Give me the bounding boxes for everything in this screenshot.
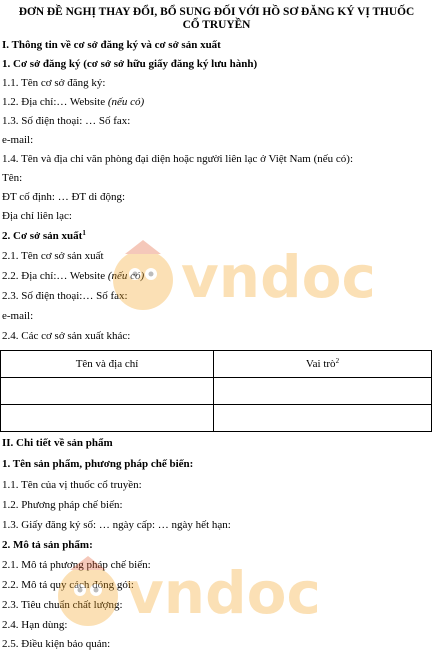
field-rep-phone: ĐT cố định: … ĐT di động: (2, 191, 126, 203)
section-2-heading: II. Chi tiết về sản phẩm (2, 437, 113, 449)
field-other-manufacturers: 2.4. Các cơ sở sản xuất khác: (2, 330, 131, 342)
field-processing-description: 2.1. Mô tả phương pháp chế biến: (2, 559, 151, 571)
field-manufacturer-name: 2.1. Tên cơ sở sản xuất (2, 250, 104, 262)
table-row (1, 378, 432, 405)
watermark-text: vndoc (126, 559, 321, 627)
product-subsection-2-heading: 2. Mô tả sản phẩm: (2, 539, 93, 551)
field-processing-method: 1.2. Phương pháp chế biến: (2, 499, 123, 511)
table-header-name-address: Tên và địa chỉ (1, 351, 214, 378)
field-packaging-description: 2.2. Mô tả quy cách đóng gói: (2, 579, 134, 591)
field-registrant-email: e-mail: (2, 134, 34, 146)
table-cell (1, 378, 214, 405)
table-row (1, 405, 432, 432)
field-representative: 1.4. Tên và địa chỉ văn phòng đại diện hoặc người liên lạc ở Việt Nam (nếu có): (2, 153, 354, 165)
table-cell (214, 378, 432, 405)
field-shelf-life: 2.4. Hạn dùng: (2, 619, 68, 631)
field-manufacturer-phone: 2.3. Số điện thoại:… Số fax: (2, 290, 128, 302)
field-registrant-address: 1.2. Địa chỉ:… Website (nếu có) (2, 96, 145, 108)
table-cell (1, 405, 214, 432)
watermark-text: vndoc (181, 243, 376, 311)
table-header-role: Vai trò$^2$ (214, 351, 432, 378)
field-product-name: 1.1. Tên của vị thuốc cổ truyền: (2, 479, 142, 491)
field-registrant-name: 1.1. Tên cơ sở đăng ký: (2, 77, 106, 89)
manufacturers-table (0, 350, 432, 432)
field-registrant-phone: 1.3. Số điện thoại: … Số fax: (2, 115, 131, 127)
subsection-2-heading: 2. Cơ sở sản xuất$^1$ (2, 229, 86, 242)
field-manufacturer-address: 2.2. Địa chỉ:… Website (nếu có) (2, 270, 145, 282)
field-registration-number: 1.3. Giấy đăng ký số: … ngày cấp: … ngày hết hạn: (2, 519, 231, 531)
field-rep-name: Tên: (2, 172, 23, 184)
table-cell (214, 405, 432, 432)
field-rep-address: Địa chỉ liên lạc: (2, 210, 72, 222)
field-quality-standard: 2.3. Tiêu chuẩn chất lượng: (2, 599, 123, 611)
document-title: ĐƠN ĐỀ NGHỊ THAY ĐỔI, BỔ SUNG ĐỐI VỚI HỒ SƠ ĐĂNG KÝ VỊ THUỐC CỔ TRUYỀN (18, 6, 415, 31)
product-subsection-1-heading: 1. Tên sản phẩm, phương pháp chế biến: (2, 458, 194, 470)
footnote-ref: 1 (82, 229, 86, 237)
field-storage-conditions: 2.5. Điều kiện bảo quản: (2, 638, 111, 650)
section-1-heading: I. Thông tin về cơ sở đăng ký và cơ sở sản xuất (2, 39, 221, 51)
table-header-row (1, 351, 432, 378)
field-manufacturer-email: e-mail: (2, 310, 34, 322)
subsection-1-heading: 1. Cơ sở đăng ký (cơ sở sở hữu giấy đăng ký lưu hành) (2, 58, 258, 70)
